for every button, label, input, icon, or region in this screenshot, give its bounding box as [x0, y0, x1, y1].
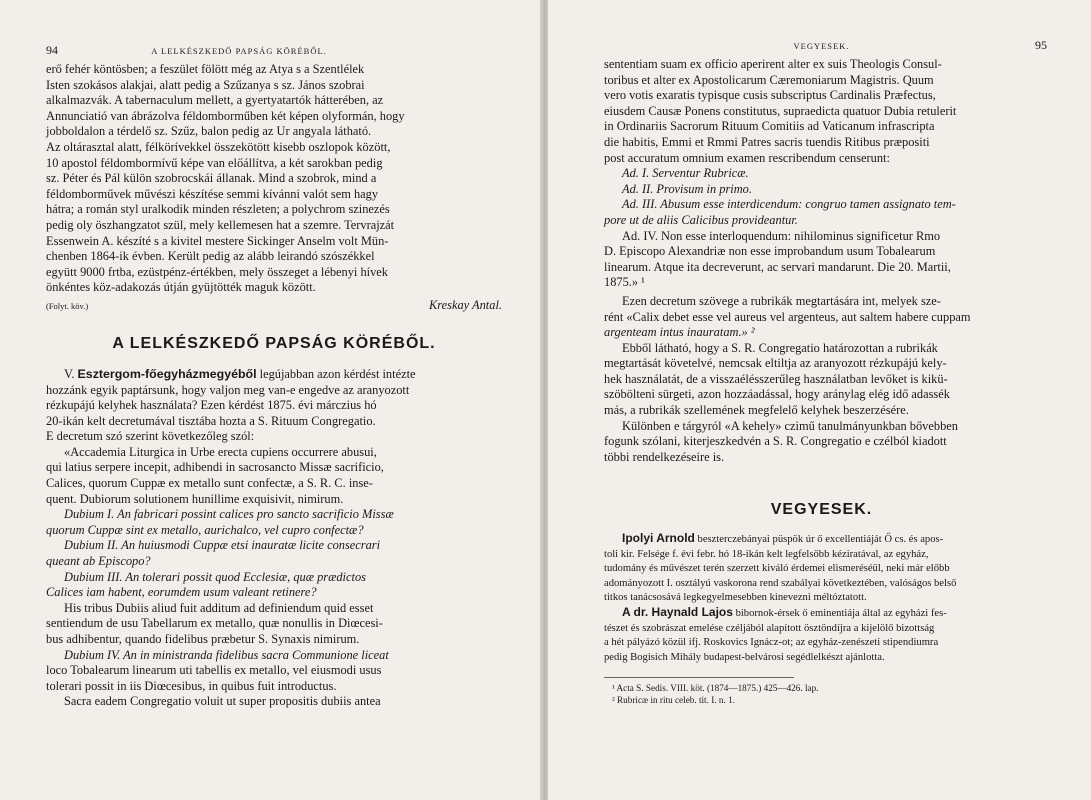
- diocese-name: Esztergom-főegyházmegyéből: [77, 366, 257, 381]
- text-line: sententiam suam ex officio aperirent alter ex suis Theologis Consul-: [604, 57, 942, 71]
- text-line: hek használatát, de a visszaélésszerűleg használatban levőket is kikü-: [604, 371, 948, 386]
- dubium-1: Dubium I. An fabricari possint calices pro sancto sacrificio Missæ: [64, 507, 394, 522]
- dubium-3-cont: Calices iam habent, eorumdem usum valeant retinere?: [46, 585, 317, 600]
- quote-line: «Accademia Liturgica in Urbe erecta cupiens occurrere abusui,: [64, 444, 377, 459]
- text-line: 20-ikán kelt decretumával tisztába hozta a S. Rituum Congregatio.: [46, 413, 376, 428]
- person-name: A dr. Haynald Lajos: [622, 605, 733, 620]
- text-line: chenben 1864-ik évben. Került pedig az alább leirandó szószékkel: [46, 249, 375, 264]
- text-line: alkalmazvák. A tabernaculum mellett, a gyertyatartók hátterében, az: [46, 93, 384, 108]
- news-item-ipolyi: [604, 531, 1039, 547]
- dubium-2: Dubium II. An huiusmodi Cuppæ etsi inauratæ licite consecrari: [64, 538, 381, 553]
- quote-line: quent. Dubiorum solutionem hunillime exquisivit, nimirum.: [46, 491, 344, 506]
- left-continued-text: [46, 62, 502, 296]
- text-line: toribus et alter ex Apostolicarum Cæremoniarum Magistris. Quum: [604, 72, 934, 87]
- text-line: pedig Bogisich Mihály budapest-belvárosi segédlelkészt ajánlotta.: [604, 651, 885, 663]
- text-line: jobboldalon a térdelő sz. Szűz, balon pedig az Ur angyala látható.: [46, 124, 372, 139]
- text-line: argenteam intus inauratam.» ²: [604, 325, 755, 340]
- signature-line: [46, 298, 502, 313]
- text-line: in Ordinariis Sacrorum Rituum Comitiis ad Vaticanum infrascripta: [604, 119, 935, 134]
- paragraph-question: [46, 367, 502, 383]
- response-ad-3-cont: pore ut de aliis Calicibus provideantur.: [604, 212, 798, 227]
- text-line: D. Episcopo Alexandriæ non esse improbandum usum Tobalearum: [604, 244, 936, 259]
- footnote-2: ² Rubricæ in ritu celeb. tit. I. n. 1.: [612, 695, 735, 706]
- text-line: megtartását követelvé, nemcsak eltiltja az aranyozott rézkupájú kely-: [604, 356, 947, 371]
- text-line: Annunciatió van ábrázolva féldomborműben két képen olyformán, hogy: [46, 108, 405, 123]
- text-line: linearum. Atque ita decreverunt, ac servari mandarunt. Die 20. Martii,: [604, 259, 951, 274]
- text-line: rént «Calix debet esse vel aureus vel argenteus, aut saltem habere cuppam: [604, 309, 971, 324]
- text-line: bibornok-érsek ő eminentiája által az egyházi fes-: [732, 608, 947, 620]
- text-line: Különben e tárgyról «A kehely» czimű tanulmányunkban bővebben: [622, 418, 958, 433]
- text-line: adományozott I. osztályú vaskorona rend szabályai következtében, valóságos belső: [604, 577, 957, 589]
- text-line: pedig oly öszhangzatot szül, mely kellemesen hat a szemre. Tervrajzát: [46, 217, 395, 232]
- text-line: rézkupájú kelyhek használata? Ezen kérdést 1875. évi márczius hó: [46, 398, 377, 413]
- right-running-head: [604, 38, 1047, 57]
- response-ad-2: Ad. II. Provisum in primo.: [622, 181, 752, 196]
- footnote-1: ¹ Acta S. Sedis. VIII. köt. (1874—1875.) 425—426. lap.: [612, 683, 819, 694]
- text-line: tolerari possit in iis Diœcesibus, in quibus fuit introductus.: [46, 678, 337, 693]
- footnote-rule: [604, 677, 794, 678]
- text-line: Sacra eadem Congregatio voluit ut super propositis dubiis antea: [64, 694, 381, 709]
- text-line: sz. Péter és Pál külön szobrocskái állanak. Mind a szobrok, mind a: [46, 171, 377, 186]
- continued-note: (Folyt. köv.): [46, 300, 89, 311]
- dubium-3: Dubium III. An tolerari possit quod Ecclesiæ, quæ prædictos: [64, 569, 366, 584]
- left-page: [0, 0, 542, 800]
- para-lead: V.: [64, 366, 78, 381]
- text-line: post accuratum omnium examen rescribendum censerunt:: [604, 150, 890, 165]
- text-line: loco Tobalearum linearum uti tabellis ex metallo, vel eiusmodi usus: [46, 663, 382, 678]
- text-line: bus adhibentur, quando fidelibus præbetur S. Synaxis nimirum.: [46, 632, 360, 646]
- quote-line: qui latius serpere incepit, adhibendi in sacrosancto Missæ sacrificio,: [46, 460, 384, 475]
- response-ad-3: Ad. III. Abusum esse interdicendum: congruo tamen assignato tem-: [622, 197, 956, 212]
- text-line: erő fehér köntösben; a feszület fölött még az Atya s a Szentlélek: [46, 62, 365, 76]
- quote-line: Calices, quorum Cuppæ ex metallo sunt confectæ, a S. R. C. inse-: [46, 476, 373, 491]
- text-line: beszterczebányai püspök úr ő excellentiáját Ő cs. és apos-: [694, 534, 944, 546]
- news-item-haynald: [604, 605, 1039, 621]
- page-number-left: 94: [46, 43, 58, 57]
- running-head-text-right: VEGYESEK.: [793, 41, 850, 51]
- text-line: többi rendelkezéseire is.: [604, 449, 725, 464]
- person-name: Ipolyi Arnold: [622, 531, 695, 546]
- text-line: önkéntes köz-adakozás útján gyüjtötték maguk között.: [46, 280, 316, 295]
- text-line: toli kir. Felsége f. évi febr. hó 18-ikán kelt legfelsőbb kéziratával, az egyház,: [604, 548, 929, 560]
- text-line: titkos tanácsosává legkegyelmesebben kinevezni méltóztatott.: [604, 592, 867, 604]
- text-line: 10 apostol féldombormívű képe van előállítva, a két sarokban pedig: [46, 155, 383, 170]
- author-signature: Kreskay Antal.: [429, 297, 502, 312]
- page-number-right: 95: [1035, 38, 1047, 52]
- text-line: eiusdem Causæ Ponens constitutus, supraedicta quatuor Dubia retulerit: [604, 103, 957, 118]
- response-ad-1: Ad. I. Serventur Rubricæ.: [622, 166, 749, 181]
- text-line: Isten szokásos alakjai, alatt pedig a Szűzanya s sz. János szobrai: [46, 77, 365, 92]
- text-line: Essenwein A. készíté s a kivitel mestere Sickinger Anselm volt Mün-: [46, 233, 389, 248]
- text-line: die habitis, Emmi et Rmmi Patres sacris tuendis Ritibus præpositi: [604, 134, 930, 149]
- text-line: Az oltárasztal alatt, félkörívekkel összekötött kisebb oszlopok között,: [46, 139, 391, 154]
- text-line: E decretum szó szerint következőleg szól:: [46, 429, 255, 444]
- text-line: együtt 9000 frtba, ezüstpénz-értékben, mely összeget a lébenyi hívek: [46, 264, 388, 279]
- section-title-right: VEGYESEK.: [770, 501, 873, 519]
- text-line: sentiendum de usu Tabellarum ex metallo, quæ nonullis in Diœcesi-: [46, 616, 383, 631]
- text-line: szöbölteni sürgeti, azon hozzáadással, hogy aránylag elég idő adassék: [604, 387, 950, 402]
- text-line: hozzánk egyik paptársunk, hogy valjon meg van-e engedve az aranyozott: [46, 382, 410, 397]
- text-line: hátra; a román styl uralkodik minden részleten; a polychrom szinezés: [46, 202, 390, 217]
- text-line: 1875.» ¹: [604, 275, 645, 290]
- dubium-1-cont: quorum Cuppæ sint ex metallo, aurichalco, vel cupro confectæ?: [46, 522, 364, 537]
- text-line: a hét pályázó közül ifj. Roskovics Ignácz-ot; az egyház-zenészeti stipendiumra: [604, 637, 939, 649]
- dubium-4: Dubium IV. An in ministranda fidelibus sacra Communione liceat: [64, 647, 389, 662]
- right-page: [548, 0, 1091, 800]
- text-line: tudomány és művészet terén szerzett kiváló érdemei elismeréséül, neki már előbb: [604, 563, 950, 575]
- text-line: más, a rubrikák szellemének megfelelő kelyhek beszerzésére.: [604, 403, 909, 418]
- text-line: legújabban azon kérdést intézte: [256, 366, 416, 381]
- response-ad-4: Ad. IV. Non esse interloquendum: nihilominus significetur Rmo: [622, 228, 941, 243]
- text-line: His tribus Dubiis aliud fuit additum ad definiendum quid esset: [64, 600, 374, 615]
- text-line: tészet és szobrászat emelése czéljából alapított ösztöndíjra a kijelölő bizottság: [604, 622, 935, 634]
- text-line: féldomborművek művészi készítése semmi kívánni valót sem hagy: [46, 186, 379, 201]
- text-line: vero votis exaratis typisque cusis subscriptus Cardinalis Præfectus,: [604, 88, 936, 103]
- text-line: Ezen decretum szövege a rubrikák megtartására int, melyek sze-: [622, 293, 941, 308]
- section-title-left: A LELKÉSZKEDŐ PAPSÁG KÖRÉBŐL.: [112, 334, 436, 352]
- text-line: fogunk szólani, kiterjeszkedvén a S. R. Congregatio e czélból kiadott: [604, 434, 947, 449]
- left-running-head: [46, 43, 502, 62]
- dubium-2-cont: queant ab Episcopo?: [46, 554, 151, 569]
- text-line: Ebből látható, hogy a S. R. Congregatio határozottan a rubrikák: [622, 340, 938, 355]
- running-head-text-left: A LELKÉSZKEDŐ PAPSÁG KÖRÉBŐL.: [151, 46, 327, 56]
